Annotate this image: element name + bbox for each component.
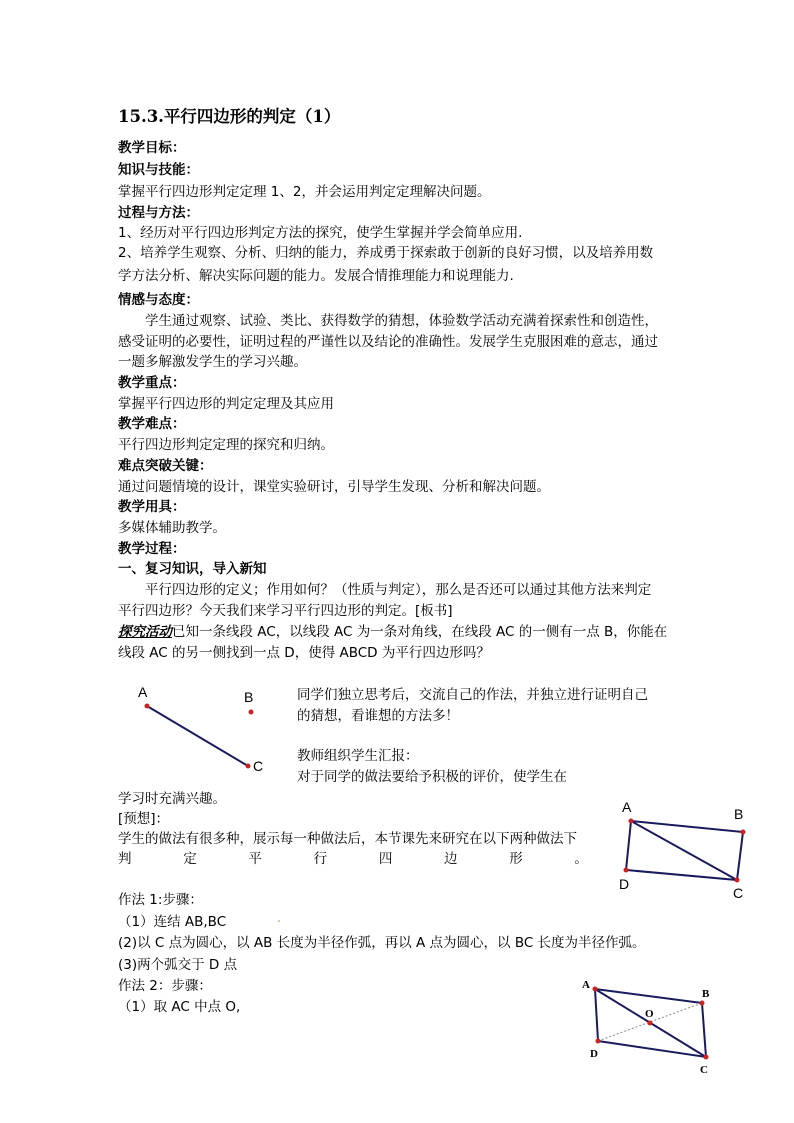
figure-parallelogram-2 xyxy=(582,979,710,1076)
explore-text-1: 已知一条线段 AC，以线段 AC 为一条对角线，在线段 AC 的一侧有一点 B，你能在 xyxy=(172,624,668,640)
teacher-text-2: 对于同学的做法要给予积极的评价，使学生在 xyxy=(297,769,567,785)
point-c xyxy=(735,878,740,883)
label-c: C xyxy=(733,885,744,901)
breakthrough-heading: 难点突破关键： xyxy=(118,458,213,474)
tools-heading: 教学用具： xyxy=(118,499,186,515)
key-heading: 教学重点： xyxy=(118,375,186,391)
method2-heading: 作法 2：步骤： xyxy=(118,978,212,994)
review-text-1: 平行四边形的定义；作用如何？（性质与判定），那么是否还可以通过其他方法来判定 xyxy=(145,582,652,598)
pred-char: 边 xyxy=(444,851,458,867)
point-o xyxy=(648,1021,653,1026)
figure-parallelogram-1 xyxy=(619,799,746,901)
method1-heading: 作法 1:步骤： xyxy=(118,892,203,908)
pred-char: 四 xyxy=(378,851,393,867)
pred-char: 。 xyxy=(574,851,588,867)
label-c: C xyxy=(253,758,264,774)
think-text-2: 的猜想，看谁想的方法多！ xyxy=(297,708,459,724)
label-o: O xyxy=(645,1008,654,1020)
segment-ac xyxy=(147,706,248,766)
process-main-heading: 教学过程： xyxy=(118,541,186,557)
difficulty-text: 平行四边形判定定理的探究和归纳。 xyxy=(118,437,334,453)
knowledge-heading: 知识与技能： xyxy=(118,162,199,178)
point-a xyxy=(145,704,150,709)
label-b: B xyxy=(244,689,254,705)
point-d xyxy=(624,868,629,873)
explore-text-2: 线段 AC 的另一侧找到一点 D，使得 ABCD 为平行四边形吗？ xyxy=(118,645,490,661)
label-b: B xyxy=(734,806,744,822)
think-text-1: 同学们独立思考后，交流自己的作法，并独立进行证明自己 xyxy=(297,687,648,703)
pred-char: 行 xyxy=(313,851,328,867)
process-item-2b: 学方法分析、解决实际问题的能力。发展合情推理能力和说理能力. xyxy=(118,268,514,284)
point-c xyxy=(704,1055,709,1060)
pred-char: 定 xyxy=(183,851,197,867)
point-c xyxy=(246,764,251,769)
method1-step-2: (2)以 C 点为圆心，以 AB 长度为半径作弧，再以 A 点为圆心，以 BC 长度为半径作弧。 xyxy=(118,935,646,951)
prediction-label: [预想]： xyxy=(118,811,170,827)
process-heading: 过程与方法： xyxy=(118,205,199,221)
teacher-text-3: 学习时充满兴趣。 xyxy=(118,791,226,807)
goals-heading: 教学目标： xyxy=(118,140,186,156)
method1-step-3: (3)两个弧交于 D 点 xyxy=(118,957,238,973)
method2-step-1: （1）取 AC 中点 O, xyxy=(118,999,241,1015)
label-a: A xyxy=(138,684,148,700)
attitude-heading: 情感与态度： xyxy=(118,292,199,308)
pred-char: 判 xyxy=(118,851,132,867)
difficulty-heading: 教学难点： xyxy=(118,416,186,432)
breakthrough-text: 通过问题情境的设计，课堂实验研讨，引导学生发现、分析和解决问题。 xyxy=(118,479,550,495)
attitude-text-2: 感受证明的必要性，证明过程的严谨性以及结论的准确性。发展学生克服困难的意志，通过 xyxy=(118,334,658,350)
pred-char: 形 xyxy=(509,851,523,867)
point-b xyxy=(741,830,746,835)
label-d: D xyxy=(590,1048,598,1060)
figure-segment-ac xyxy=(138,684,263,774)
review-text-2: 平行四边形？今天我们来学习平行四边形的判定。[板书] xyxy=(118,603,453,619)
page-title: 15.3.平行四边形的判定（1） xyxy=(118,107,341,126)
point-a xyxy=(629,819,634,824)
label-a: A xyxy=(582,979,590,991)
label-a: A xyxy=(622,799,632,815)
point-a xyxy=(593,987,598,992)
prediction-text-1: 学生的做法有很多种，展示每一种做法后，本节课先来研究在以下两种做法下 xyxy=(118,831,577,847)
label-d: D xyxy=(619,876,630,892)
teacher-text-1: 教师组织学生汇报： xyxy=(297,748,419,764)
label-c: C xyxy=(700,1064,708,1076)
knowledge-text: 掌握平行四边形判定定理 1、2，并会运用判定定理解决问题。 xyxy=(118,184,491,200)
process-item-2a: 2、培养学生观察、分析、归纳的能力，养成勇于探索敢于创新的良好习惯，以及培养用数 xyxy=(118,245,654,261)
stray-mark xyxy=(278,920,280,922)
pred-char: 平 xyxy=(248,851,262,867)
point-b xyxy=(249,710,254,715)
explore-label: 探究活动 xyxy=(118,624,172,640)
key-text: 掌握平行四边形的判定定理及其应用 xyxy=(118,396,334,412)
point-d xyxy=(596,1039,601,1044)
process-item-1: 1、经历对平行四边形判定方法的探究，使学生掌握并学会简单应用. xyxy=(118,225,523,241)
point-b xyxy=(700,1001,705,1006)
attitude-text-1: 学生通过观察、试验、类比、获得数学的猜想，体验数学活动充满着探索性和创造性， xyxy=(145,313,658,329)
label-b: B xyxy=(702,988,710,1000)
review-heading: 一、复习知识，导入新知 xyxy=(118,561,267,577)
tools-text: 多媒体辅助教学。 xyxy=(118,520,226,536)
attitude-text-3: 一题多解激发学生的学习兴趣。 xyxy=(118,354,307,370)
method1-step-1: （1）连结 AB,BC xyxy=(118,914,227,930)
